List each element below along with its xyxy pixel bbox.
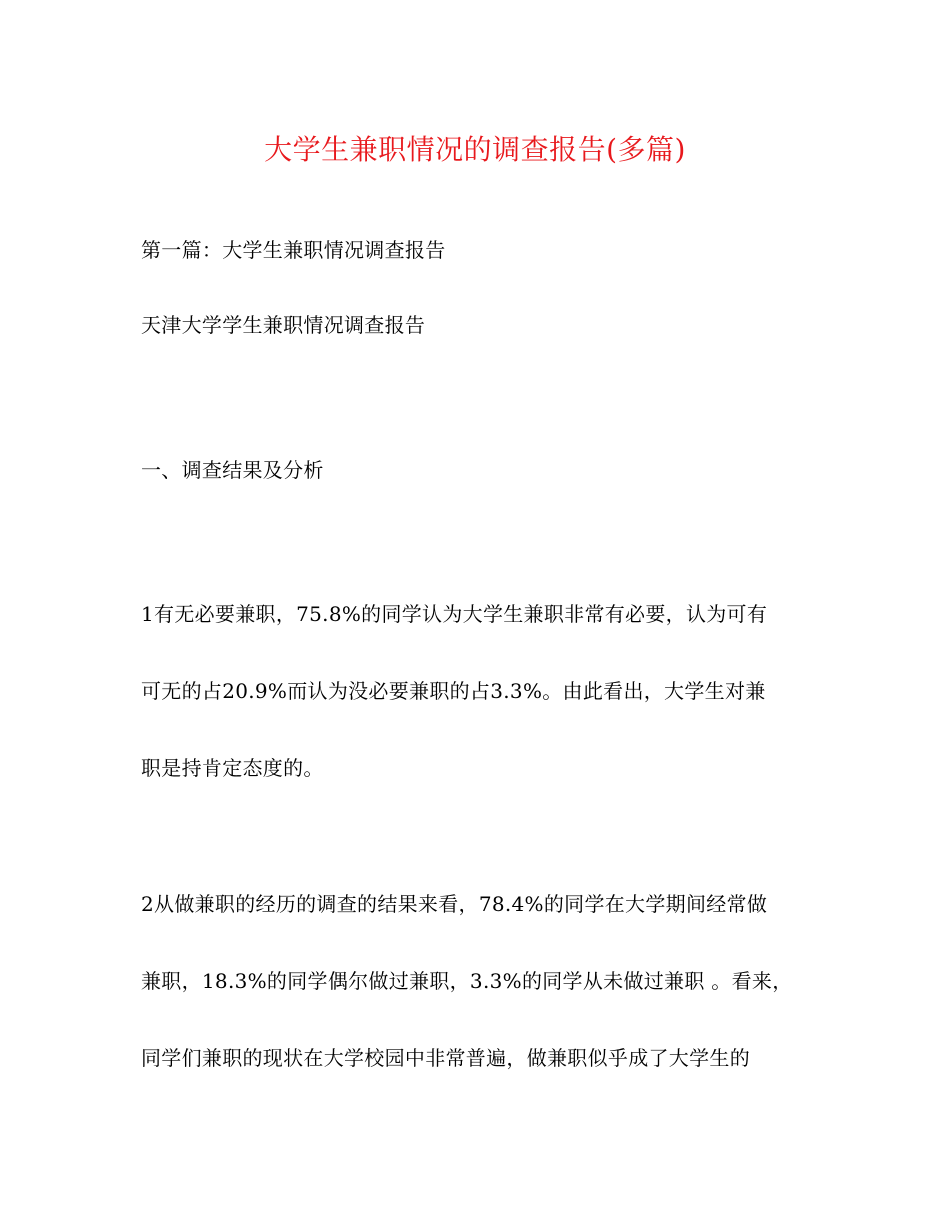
paragraph-2-line: 兼职，18.3%的同学偶尔做过兼职，3.3%的同学从未做过兼职 。看来， bbox=[141, 969, 793, 993]
paragraph-1 bbox=[141, 576, 801, 807]
report-title: 天津大学学生兼职情况调查报告 bbox=[141, 313, 426, 337]
paragraph-1-line: 可无的占20.9%而认为没必要兼职的占3.3%。由此看出，大学生对兼 bbox=[141, 679, 766, 703]
paragraph-2 bbox=[141, 866, 801, 1097]
paragraph-1-line: 1有无必要兼职，75.8%的同学认为大学生兼职非常有必要，认为可有 bbox=[141, 602, 768, 626]
paragraph-1-line: 职是持肯定态度的。 bbox=[141, 756, 324, 780]
document-title: 大学生兼职情况的调查报告(多篇) bbox=[264, 133, 686, 166]
paragraph-2-line: 同学们兼职的现状在大学校园中非常普遍，做兼职似乎成了大学生的 bbox=[141, 1046, 750, 1070]
paragraph-2-line: 2从做兼职的经历的调查的结果来看，78.4%的同学在大学期间经常做 bbox=[141, 892, 768, 916]
section-heading: 第一篇：大学生兼职情况调查报告 bbox=[141, 238, 446, 262]
part-heading: 一、调查结果及分析 bbox=[141, 458, 324, 482]
